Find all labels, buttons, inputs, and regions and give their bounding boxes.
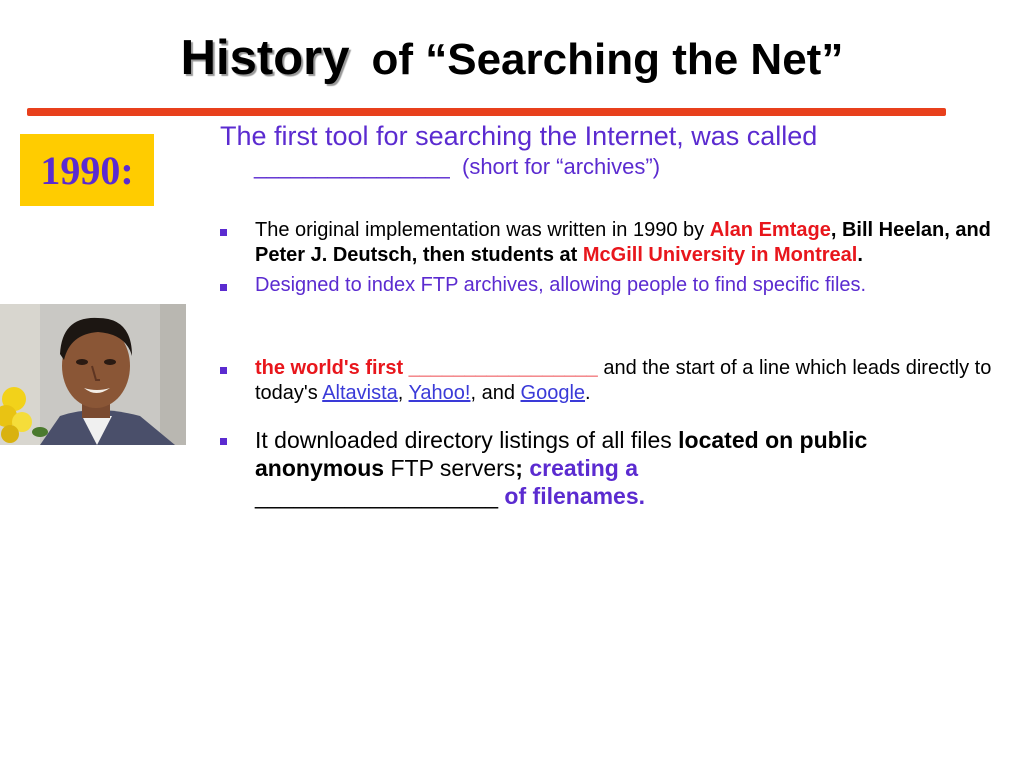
b1-period: . xyxy=(857,244,863,266)
bullet-worlds-first xyxy=(218,356,998,406)
bullet-directory-listings xyxy=(218,426,998,510)
bullet-original-implementation xyxy=(218,218,998,268)
intro-line: The first tool for searching the Internet, was called xyxy=(220,121,818,151)
b4-bold: located on public anonymous xyxy=(255,427,868,481)
altavista-link[interactable]: Altavista xyxy=(322,382,398,404)
b1-name-alan-emtage: Alan Emtage xyxy=(709,219,831,241)
portrait-image xyxy=(0,304,186,445)
title-rest: of “Searching the Net” xyxy=(371,35,844,84)
b1-text-2: , Bill Heelan, and Peter J. Deutsch, then students at xyxy=(255,219,991,266)
b4-of-filenames: of filenames. xyxy=(498,483,646,509)
year-badge: 1990: xyxy=(20,134,154,206)
b2-text: Designed to index FTP archives, allowing people to find specific files. xyxy=(255,274,867,296)
portrait-photo xyxy=(0,304,186,445)
square-bullet-icon xyxy=(220,367,227,374)
intro-text xyxy=(220,120,1010,182)
intro-paren: (short for “archives”) xyxy=(462,154,661,179)
bullet-list xyxy=(218,218,998,510)
b3-blank: _________________ xyxy=(408,357,598,379)
google-link[interactable]: Google xyxy=(520,382,586,404)
b4-semicolon: ; xyxy=(515,455,523,481)
bullet-designed-to-index xyxy=(218,273,998,298)
intro-second-line xyxy=(220,152,1010,182)
b4-creating-a: creating a xyxy=(522,455,639,481)
b4-text-1: It downloaded directory listings of all files xyxy=(255,427,679,453)
title-history: History xyxy=(180,31,350,85)
b3-sep-1: , xyxy=(397,382,409,404)
b3-text: and the start of a line which leads directly to today's xyxy=(255,357,992,404)
title-underline-rule xyxy=(27,108,946,116)
b3-worlds-first: the world's first xyxy=(255,357,404,379)
square-bullet-icon xyxy=(220,438,227,445)
b1-text-1: The original implementation was written in 1990 by xyxy=(255,219,710,241)
yahoo-link[interactable]: Yahoo! xyxy=(408,382,471,404)
b1-mcgill: McGill University in Montreal xyxy=(582,244,858,266)
square-bullet-icon xyxy=(220,229,227,236)
b4-blank: ___________________ xyxy=(255,483,499,509)
b4-text-2: FTP servers xyxy=(384,455,516,481)
intro-blank: ________________ xyxy=(254,154,450,179)
slide-title xyxy=(0,28,1024,90)
b3-sep-2: , and xyxy=(470,382,521,404)
square-bullet-icon xyxy=(220,284,227,291)
b3-period: . xyxy=(585,382,591,404)
